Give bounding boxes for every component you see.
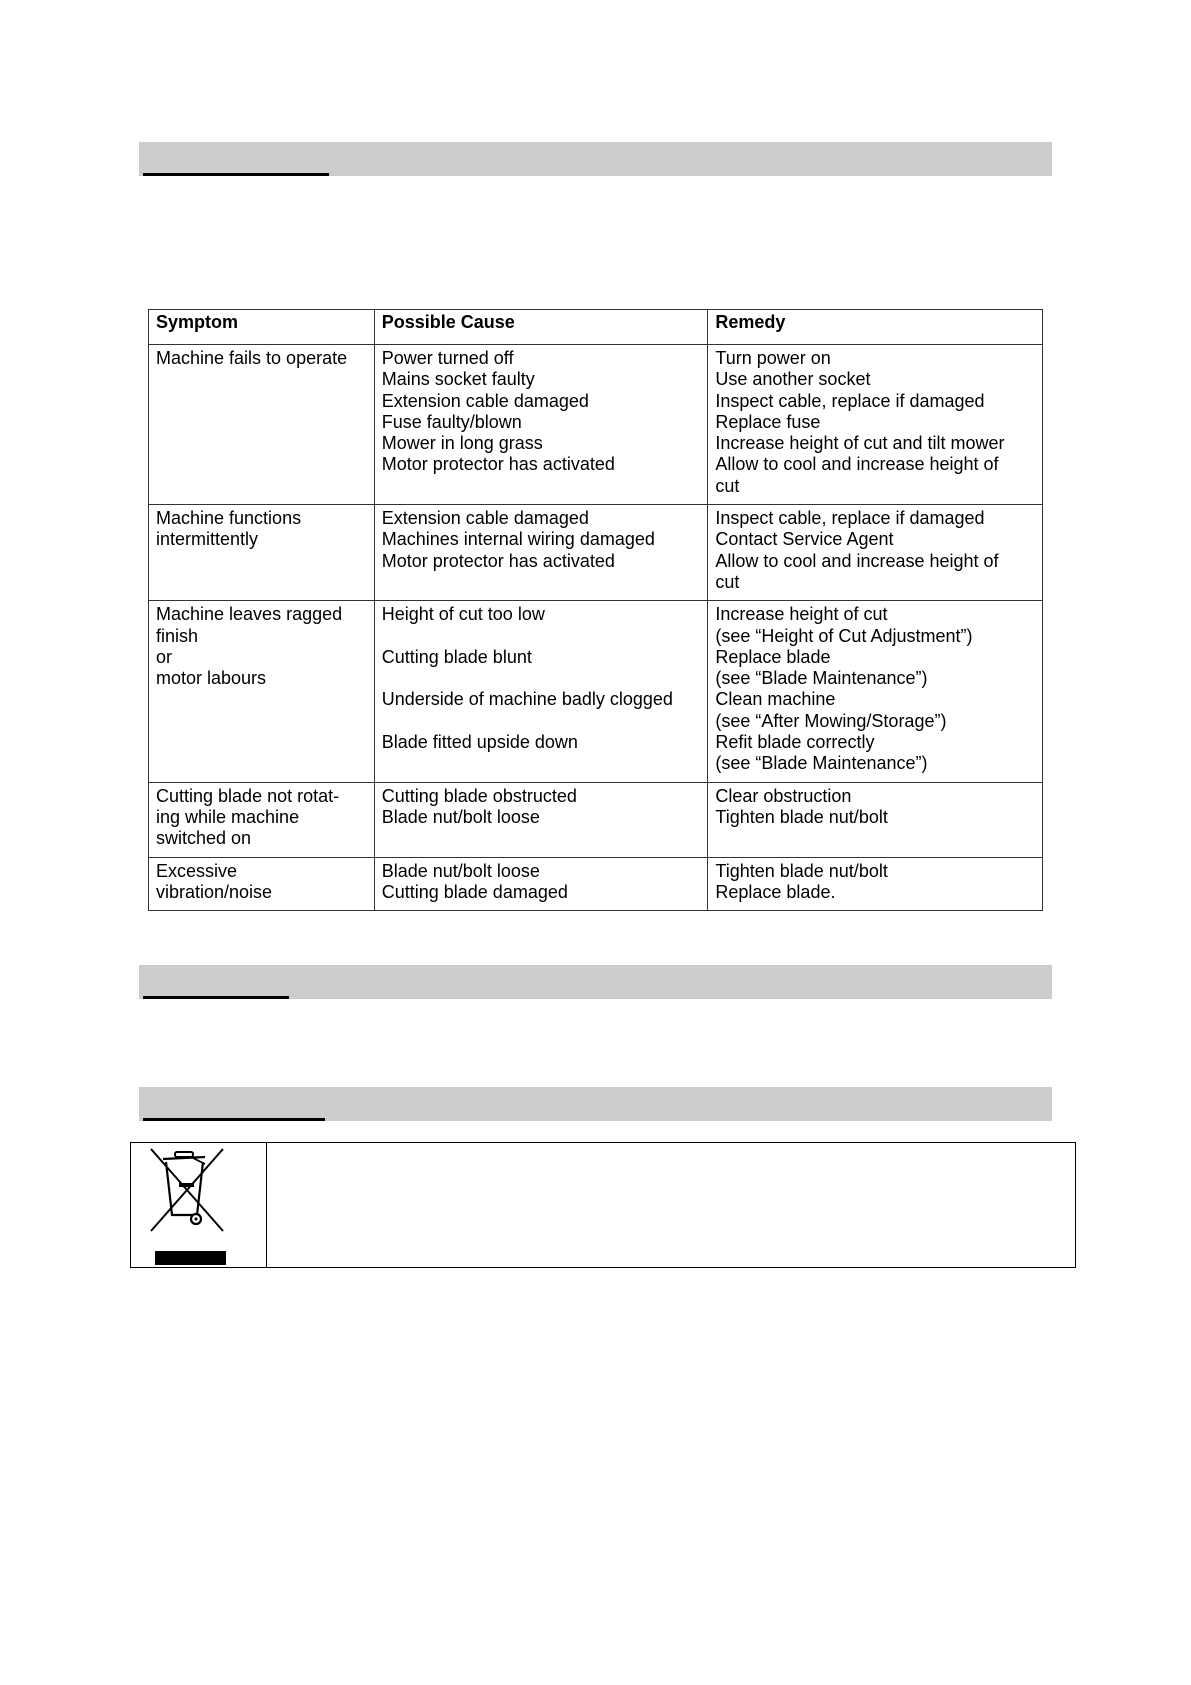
- cell-text-line: (see “After Mowing/Storage”): [715, 710, 947, 731]
- cell-text-line: Clear obstruction: [715, 785, 852, 806]
- weee-icon-cell: [131, 1143, 267, 1267]
- remedy-cell: [708, 857, 1043, 911]
- possible-cause-cell: [374, 782, 708, 857]
- cell-text-line: (see “Height of Cut Adjustment”): [715, 625, 973, 646]
- column-header-possible-cause: Possible Cause: [374, 310, 708, 345]
- table-row: [149, 345, 1043, 505]
- cell-text-line: Contact Service Agent: [715, 529, 894, 550]
- cell-text-line: Cutting blade damaged: [381, 881, 568, 902]
- cell-text-line: Inspect cable, replace if damaged: [715, 390, 985, 411]
- table-row: [149, 857, 1043, 911]
- cell-text-line: [382, 626, 701, 647]
- cell-text-line: Underside of machine badly clogged: [381, 689, 673, 710]
- cell-text-line: Turn power on: [715, 348, 831, 368]
- remedy-cell: [708, 345, 1043, 505]
- cell-text-line: Use another socket: [715, 369, 871, 390]
- cell-text-line: Inspect cable, replace if damaged: [715, 508, 985, 529]
- cell-text-line: Allow to cool and increase height of: [715, 454, 999, 475]
- symptom-cell: [149, 601, 375, 782]
- weee-disposal-box: [130, 1142, 1076, 1268]
- cell-text-line: Allow to cool and increase height of: [715, 550, 999, 571]
- table-row: [149, 601, 1043, 782]
- cell-text-line: (see “Blade Maintenance”): [715, 668, 928, 689]
- cell-text-line: Machine functions: [156, 508, 302, 529]
- cell-text-line: Mower in long grass: [381, 433, 543, 454]
- cell-text-line: vibration/noise: [156, 881, 273, 902]
- cell-text-line: Motor protector has activated: [381, 454, 615, 475]
- cell-text-line: Machine fails to operate: [156, 348, 348, 368]
- cell-text-line: Cutting blade not rotat-: [156, 785, 340, 806]
- cell-text-line: Machine leaves ragged: [156, 604, 343, 625]
- section-heading-underline: [143, 996, 289, 999]
- cell-text-line: [382, 711, 701, 732]
- possible-cause-cell: [374, 505, 708, 601]
- table-header-row: [149, 310, 1043, 345]
- cell-text-line: or: [156, 646, 173, 667]
- symptom-cell: [149, 345, 375, 505]
- cell-text-line: (see “Blade Maintenance”): [715, 753, 928, 774]
- symptom-cell: [149, 782, 375, 857]
- cell-text-line: Power turned off: [381, 348, 514, 368]
- cell-text-line: Clean machine: [715, 689, 836, 710]
- cell-text-line: Excessive: [156, 860, 238, 881]
- possible-cause-cell: [374, 601, 708, 782]
- section-heading-underline: [143, 1118, 325, 1121]
- cell-text-line: Motor protector has activated: [381, 550, 615, 571]
- table-row: [149, 782, 1043, 857]
- cell-text-line: Blade nut/bolt loose: [381, 806, 540, 827]
- remedy-cell: [708, 505, 1043, 601]
- cell-text-line: Cutting blade obstructed: [381, 785, 577, 806]
- cell-text-line: cut: [715, 571, 740, 592]
- column-header-remedy: Remedy: [708, 310, 1043, 345]
- section-heading-bar-troubleshooting: [139, 142, 1052, 176]
- symptom-cell: [149, 505, 375, 601]
- section-heading-bar-3: [139, 1087, 1052, 1121]
- cell-text-line: Replace blade.: [715, 881, 836, 902]
- weee-text-cell: [267, 1143, 1075, 1267]
- remedy-cell: [708, 782, 1043, 857]
- table-row: [149, 505, 1043, 601]
- cell-text-line: Fuse faulty/blown: [381, 411, 522, 432]
- cell-text-line: Height of cut too low: [381, 604, 545, 625]
- possible-cause-cell: [374, 857, 708, 911]
- cell-text-line: ing while machine: [156, 806, 300, 827]
- cell-text-line: Replace blade: [715, 646, 831, 667]
- cell-text-line: Tighten blade nut/bolt: [715, 860, 888, 881]
- cell-text-line: Machines internal wiring damaged: [381, 529, 655, 550]
- cell-text-line: Mains socket faulty: [381, 369, 535, 390]
- section-heading-underline: [143, 173, 329, 176]
- remedy-cell: [708, 601, 1043, 782]
- troubleshooting-table: [148, 309, 1043, 911]
- crossed-out-wheelie-bin-icon: [139, 1145, 235, 1265]
- cell-text-line: motor labours: [156, 668, 267, 689]
- cell-text-line: Replace fuse: [715, 411, 821, 432]
- cell-text-line: Extension cable damaged: [381, 508, 589, 529]
- cell-text-line: cut: [715, 475, 740, 496]
- possible-cause-cell: [374, 345, 708, 505]
- troubleshooting-table-body: [149, 345, 1043, 911]
- cell-text-line: Increase height of cut: [715, 604, 888, 625]
- cell-text-line: Extension cable damaged: [381, 390, 589, 411]
- column-header-symptom: Symptom: [149, 310, 375, 345]
- cell-text-line: intermittently: [156, 529, 259, 550]
- cell-text-line: Refit blade correctly: [715, 732, 875, 753]
- cell-text-line: switched on: [156, 828, 252, 849]
- cell-text-line: [382, 668, 701, 689]
- cell-text-line: Blade nut/bolt loose: [381, 860, 540, 881]
- symptom-cell: [149, 857, 375, 911]
- cell-text-line: Increase height of cut and tilt mower: [715, 433, 1005, 454]
- cell-text-line: Tighten blade nut/bolt: [715, 806, 888, 827]
- section-heading-bar-2: [139, 965, 1052, 999]
- cell-text-line: finish: [156, 625, 199, 646]
- cell-text-line: Cutting blade blunt: [381, 646, 532, 667]
- cell-text-line: Blade fitted upside down: [381, 732, 578, 753]
